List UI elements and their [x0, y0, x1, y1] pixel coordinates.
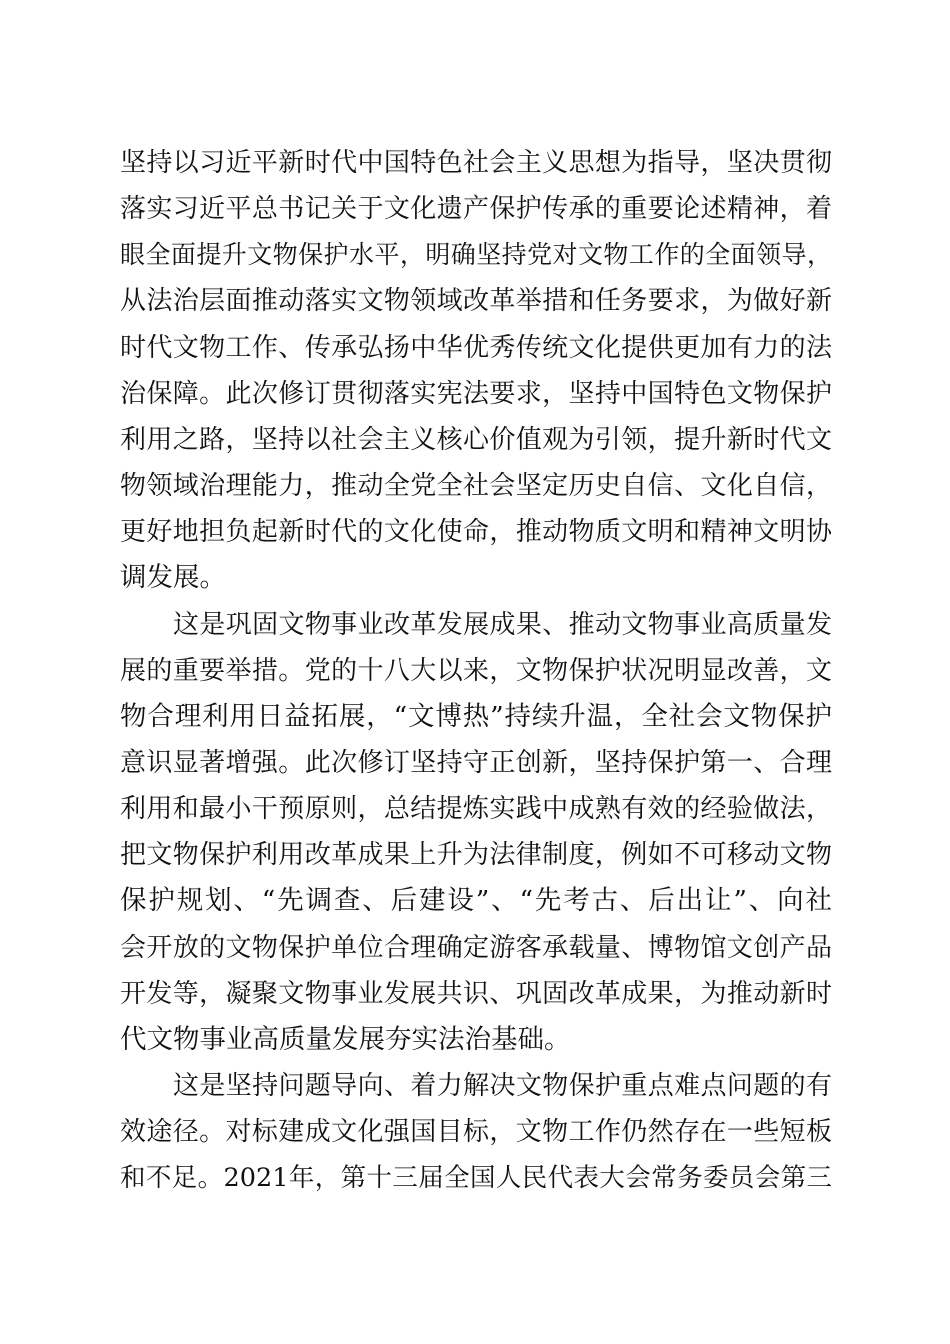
text-line: 意识显著增强。此次修订坚持守正创新，坚持保护第一、合理: [120, 747, 832, 778]
text-line: 会开放的文物保护单位合理确定游客承载量、博物馆文创产品: [120, 932, 832, 963]
text-line: 开发等，凝聚文物事业发展共识、巩固改革成果，为推动新时: [120, 978, 832, 1009]
text-line: 治保障。此次修订贯彻落实宪法要求，坚持中国特色文物保护: [120, 378, 832, 409]
text-line: 物合理利用日益拓展，“文博热”持续升温，全社会文物保护: [120, 700, 832, 732]
text-line: 坚持以习近平新时代中国特色社会主义思想为指导，坚决贯彻: [120, 148, 832, 178]
text-line: 保护规划、“先调查、后建设”、“先考古、后出让”、向社: [120, 885, 832, 917]
text-line: 更好地担负起新时代的文化使命，推动物质文明和精神文明协: [120, 517, 832, 548]
text-line: 眼全面提升文物保护水平，明确坚持党对文物工作的全面领导，: [120, 240, 832, 270]
text-line: 把文物保护利用改革成果上升为法律制度，例如不可移动文物: [120, 840, 832, 871]
text-line: 和不足。2021年，第十三届全国人民代表大会常务委员会第三: [120, 1163, 832, 1194]
text-line: 效途径。对标建成文化强国目标，文物工作仍然存在一些短板: [120, 1117, 832, 1148]
text-line: 这是坚持问题导向、着力解决文物保护重点难点问题的有: [173, 1071, 832, 1101]
text-line: 物领域治理能力，推动全党全社会坚定历史自信、文化自信，: [120, 471, 832, 502]
text-line: 这是巩固文物事业改革发展成果、推动文物事业高质量发: [173, 609, 832, 640]
text-line: 展的重要举措。党的十八大以来，文物保护状况明显改善，文: [120, 655, 832, 686]
text-line: 利用之路，坚持以社会主义核心价值观为引领，提升新时代文: [120, 424, 832, 455]
text-line: 从法治层面推动落实文物领域改革举措和任务要求，为做好新: [120, 286, 832, 317]
text-line: 时代文物工作、传承弘扬中华优秀传统文化提供更加有力的法: [120, 332, 832, 363]
text-line: 代文物事业高质量发展夯实法治基础。: [120, 1023, 571, 1055]
text-line: 调发展。: [120, 562, 226, 594]
text-line: 落实习近平总书记关于文化遗产保护传承的重要论述精神，着: [120, 194, 832, 225]
text-line: 利用和最小干预原则，总结提炼实践中成熟有效的经验做法，: [120, 794, 832, 825]
